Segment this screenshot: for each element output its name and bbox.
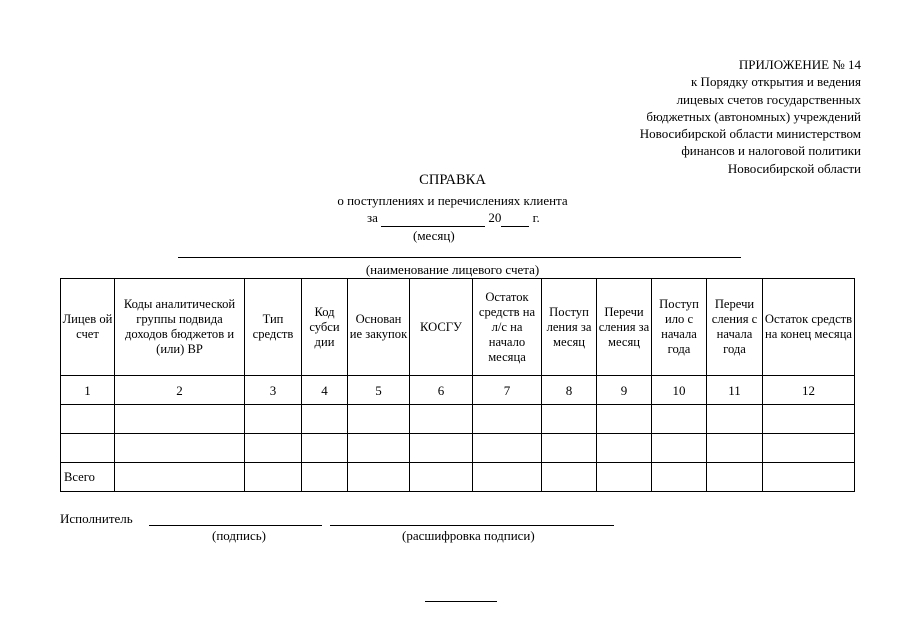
col-number: 5 (348, 376, 410, 405)
appendix-line: Новосибирской области министерством (639, 126, 861, 142)
col-number: 8 (542, 376, 597, 405)
table-row (61, 434, 855, 463)
report-table (60, 278, 855, 492)
total-label: Всего (61, 463, 115, 492)
table-cell[interactable] (115, 434, 245, 463)
month-blank[interactable] (381, 210, 485, 227)
col-number: 1 (61, 376, 115, 405)
table-cell[interactable] (763, 405, 855, 434)
table-cell[interactable] (115, 463, 245, 492)
table-cell[interactable] (348, 434, 410, 463)
col-header: Коды аналитической группы подвида доходов бюджетов и (или) ВР (115, 279, 245, 376)
col-header: Поступ ления за месяц (542, 279, 597, 376)
col-header: Остаток средств на л/с на начало месяца (473, 279, 542, 376)
col-header: Поступ ило с начала года (652, 279, 707, 376)
table-cell[interactable] (473, 463, 542, 492)
footer-separator (425, 601, 497, 602)
table-cell[interactable] (763, 434, 855, 463)
total-row (61, 463, 855, 492)
table-cell[interactable] (245, 434, 302, 463)
col-header: Остаток средств на конец месяца (763, 279, 855, 376)
signature-hint: (подпись) (212, 528, 266, 543)
table-cell[interactable] (542, 463, 597, 492)
col-number: 11 (707, 376, 763, 405)
col-number: 7 (473, 376, 542, 405)
signature-line[interactable] (149, 525, 322, 526)
executor-label: Исполнитель (60, 511, 133, 526)
appendix-block (640, 56, 861, 177)
table-cell[interactable] (597, 434, 652, 463)
signature-decode-hint: (расшифровка подписи) (402, 528, 535, 543)
table-cell[interactable] (652, 405, 707, 434)
table-cell[interactable] (763, 463, 855, 492)
col-header: Код субси дии (302, 279, 348, 376)
appendix-line: к Порядку открытия и ведения (690, 74, 861, 90)
signature-decode-line[interactable] (330, 525, 614, 526)
form-title: СПРАВКА (419, 172, 486, 188)
table-cell[interactable] (410, 434, 473, 463)
period-year: 20 (488, 210, 502, 225)
table-cell[interactable] (61, 434, 115, 463)
col-number: 12 (763, 376, 855, 405)
month-hint: (месяц) (413, 228, 455, 243)
account-name-line[interactable] (178, 257, 741, 258)
col-number: 10 (652, 376, 707, 405)
table-cell[interactable] (348, 405, 410, 434)
table-cell[interactable] (302, 405, 348, 434)
col-header: Основан ие закупок (348, 279, 410, 376)
appendix-line: ПРИЛОЖЕНИЕ № 14 (738, 57, 861, 72)
col-header: Перечи сления за месяц (597, 279, 652, 376)
col-header: Перечи сления с начала года (707, 279, 763, 376)
table-cell[interactable] (542, 434, 597, 463)
table-cell[interactable] (245, 405, 302, 434)
table-cell[interactable] (115, 405, 245, 434)
col-header: Лицев ой счет (61, 279, 115, 376)
appendix-line: финансов и налоговой политики (681, 143, 861, 159)
table-cell[interactable] (410, 463, 473, 492)
col-number: 6 (410, 376, 473, 405)
table-cell[interactable] (348, 463, 410, 492)
appendix-line: бюджетных (автономных) учреждений (646, 108, 861, 124)
period-line (367, 210, 540, 227)
year-blank[interactable] (501, 210, 529, 227)
table-cell[interactable] (410, 405, 473, 434)
col-number: 3 (245, 376, 302, 405)
account-hint: (наименование лицевого счета) (365, 262, 540, 277)
table-cell[interactable] (302, 434, 348, 463)
table-row (61, 405, 855, 434)
table-cell[interactable] (542, 405, 597, 434)
appendix-line: лицевых счетов государственных (676, 91, 861, 107)
table-cell[interactable] (302, 463, 348, 492)
appendix-line: Новосибирской области (727, 160, 861, 176)
table-cell[interactable] (597, 463, 652, 492)
table-cell[interactable] (652, 463, 707, 492)
table-cell[interactable] (245, 463, 302, 492)
col-header: КОСГУ (410, 279, 473, 376)
table-cell[interactable] (473, 434, 542, 463)
table-cell[interactable] (707, 405, 763, 434)
header-row (61, 279, 855, 376)
column-number-row (61, 376, 855, 405)
period-prefix: за (367, 210, 378, 225)
table-cell[interactable] (597, 405, 652, 434)
table-cell[interactable] (61, 405, 115, 434)
col-number: 2 (115, 376, 245, 405)
table-cell[interactable] (473, 405, 542, 434)
table-cell[interactable] (707, 463, 763, 492)
col-number: 9 (597, 376, 652, 405)
form-subtitle: о поступлениях и перечислениях клиента (337, 193, 568, 208)
col-header: Тип средств (245, 279, 302, 376)
table-cell[interactable] (707, 434, 763, 463)
period-suffix: г. (532, 210, 540, 225)
col-number: 4 (302, 376, 348, 405)
table-cell[interactable] (652, 434, 707, 463)
